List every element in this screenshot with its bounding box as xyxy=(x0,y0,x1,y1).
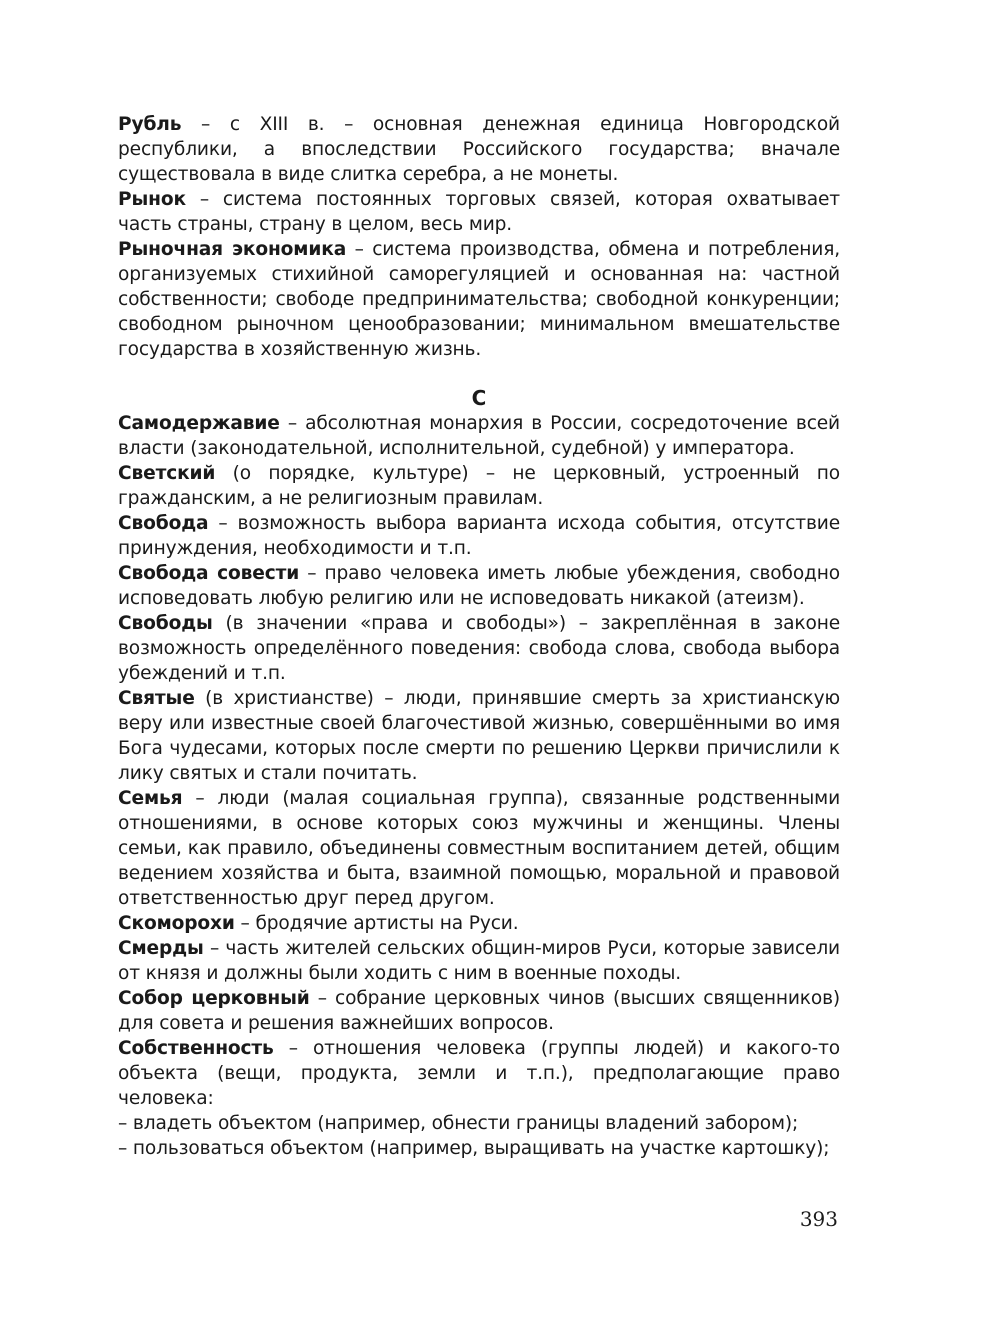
entry-definition: (о порядке, культуре) – не церковный, устроенный по гражданским, а не религиозным правилам. xyxy=(118,463,840,509)
glossary-entry-svoboda-sovesti xyxy=(118,561,840,611)
entry-term: Свобода совести xyxy=(118,563,300,584)
entry-definition: – возможность выбора варианта исхода события, отсутствие принуждения, необходимости и т.п. xyxy=(118,513,840,559)
entry-definition: – с XIII в. – основная денежная единица Новгородской республики, а впоследствии Российского государства; вначале существовала в виде слитка серебра, а не монеты. xyxy=(118,114,840,185)
glossary-entry-semya xyxy=(118,786,840,911)
list-item: – пользоваться объектом (например, выращивать на участке картошку); xyxy=(118,1138,830,1159)
entry-term: Светский xyxy=(118,463,216,484)
entry-definition: – система постоянных торговых связей, которая охватывает часть страны, страну в целом, весь мир. xyxy=(118,189,840,235)
entry-term: Собственность xyxy=(118,1038,274,1059)
entry-term: Свободы xyxy=(118,613,213,634)
glossary-entry-samoderzhavie xyxy=(118,411,840,461)
entry-definition: – право человека иметь любые убеждения, свободно исповедовать любую религию или не исповедовать никакой (атеизм). xyxy=(118,563,840,609)
entry-term: Смерды xyxy=(118,938,204,959)
entry-definition: (в христианстве) – люди, принявшие смерть за христианскую веру или известные своей благочестивой жизнью, совершёнными во имя Бога чудесами, которых после смерти по решению Церкви причислили к лику святых и стали почитать. xyxy=(118,688,840,784)
entry-term: Скоморохи xyxy=(118,913,235,934)
entry-term: Рынок xyxy=(118,189,186,210)
glossary-entry-svoboda xyxy=(118,511,840,561)
entry-definition: – абсолютная монархия в России, сосредоточение всей власти (законодательной, исполнительной, судебной) у императора. xyxy=(118,413,840,459)
list-item: – владеть объектом (например, обнести границы владений забором); xyxy=(118,1113,799,1134)
entry-term: Рыночная экономика xyxy=(118,239,347,260)
glossary-entry-rubl xyxy=(118,112,840,187)
entry-definition: – отношения человека (группы людей) и какого-то объекта (вещи, продукта, земли и т.п.), предполагающие право человека: xyxy=(118,1038,840,1109)
glossary-entry-smerdy xyxy=(118,936,840,986)
glossary-entry-skomorokhi xyxy=(118,911,840,936)
page-number: 393 xyxy=(799,1207,838,1231)
entry-definition: – часть жителей сельских общин-миров Руси, которые зависели от князя и должны были ходить с ним в военные походы. xyxy=(118,938,840,984)
entry-term: Собор церковный xyxy=(118,988,310,1009)
entry-definition: – система производства, обмена и потребления, организуемых стихийной саморегуляцией и основанная на: частной собственности; свободе предпринимательства; свободной конкуренции; свободном рыночном ценообразовании; минимальном вмешательстве государства в хозяйственную жизнь. xyxy=(118,239,840,360)
glossary-entry-svyatye xyxy=(118,686,840,786)
glossary-entry-svobody xyxy=(118,611,840,686)
entry-definition: – собрание церковных чинов (высших священников) для совета и решения важнейших вопросов. xyxy=(118,988,840,1034)
section-letter-heading: С xyxy=(471,386,487,410)
glossary-entry-sobstvennost xyxy=(118,1036,840,1111)
glossary-entry-svetskiy xyxy=(118,461,840,511)
entry-definition: – бродячие артисты на Руси. xyxy=(234,913,519,934)
entry-definition: (в значении «права и свободы») – закреплённая в законе возможность определённого поведения: свобода слова, свобода выбора убеждений и т.п. xyxy=(118,613,840,684)
entry-term: Самодержавие xyxy=(118,413,280,434)
entry-term: Святые xyxy=(118,688,195,709)
entry-term: Рубль xyxy=(118,114,182,135)
glossary-entry-rynok xyxy=(118,187,840,237)
entry-term: Семья xyxy=(118,788,183,809)
glossary-entry-rynochnaya-ekonomika xyxy=(118,237,840,362)
entry-term: Свобода xyxy=(118,513,209,534)
entry-definition: – люди (малая социальная группа), связанные родственными отношениями, в основе которых союз мужчины и женщины. Члены семьи, как правило, объединены совместным воспитанием детей, общим ведением хозяйства и быта, взаимной помощью, моральной и правовой ответственностью друг перед другом. xyxy=(118,788,840,909)
glossary-entry-sobor-tserkovny xyxy=(118,986,840,1036)
page-content xyxy=(118,112,840,1161)
